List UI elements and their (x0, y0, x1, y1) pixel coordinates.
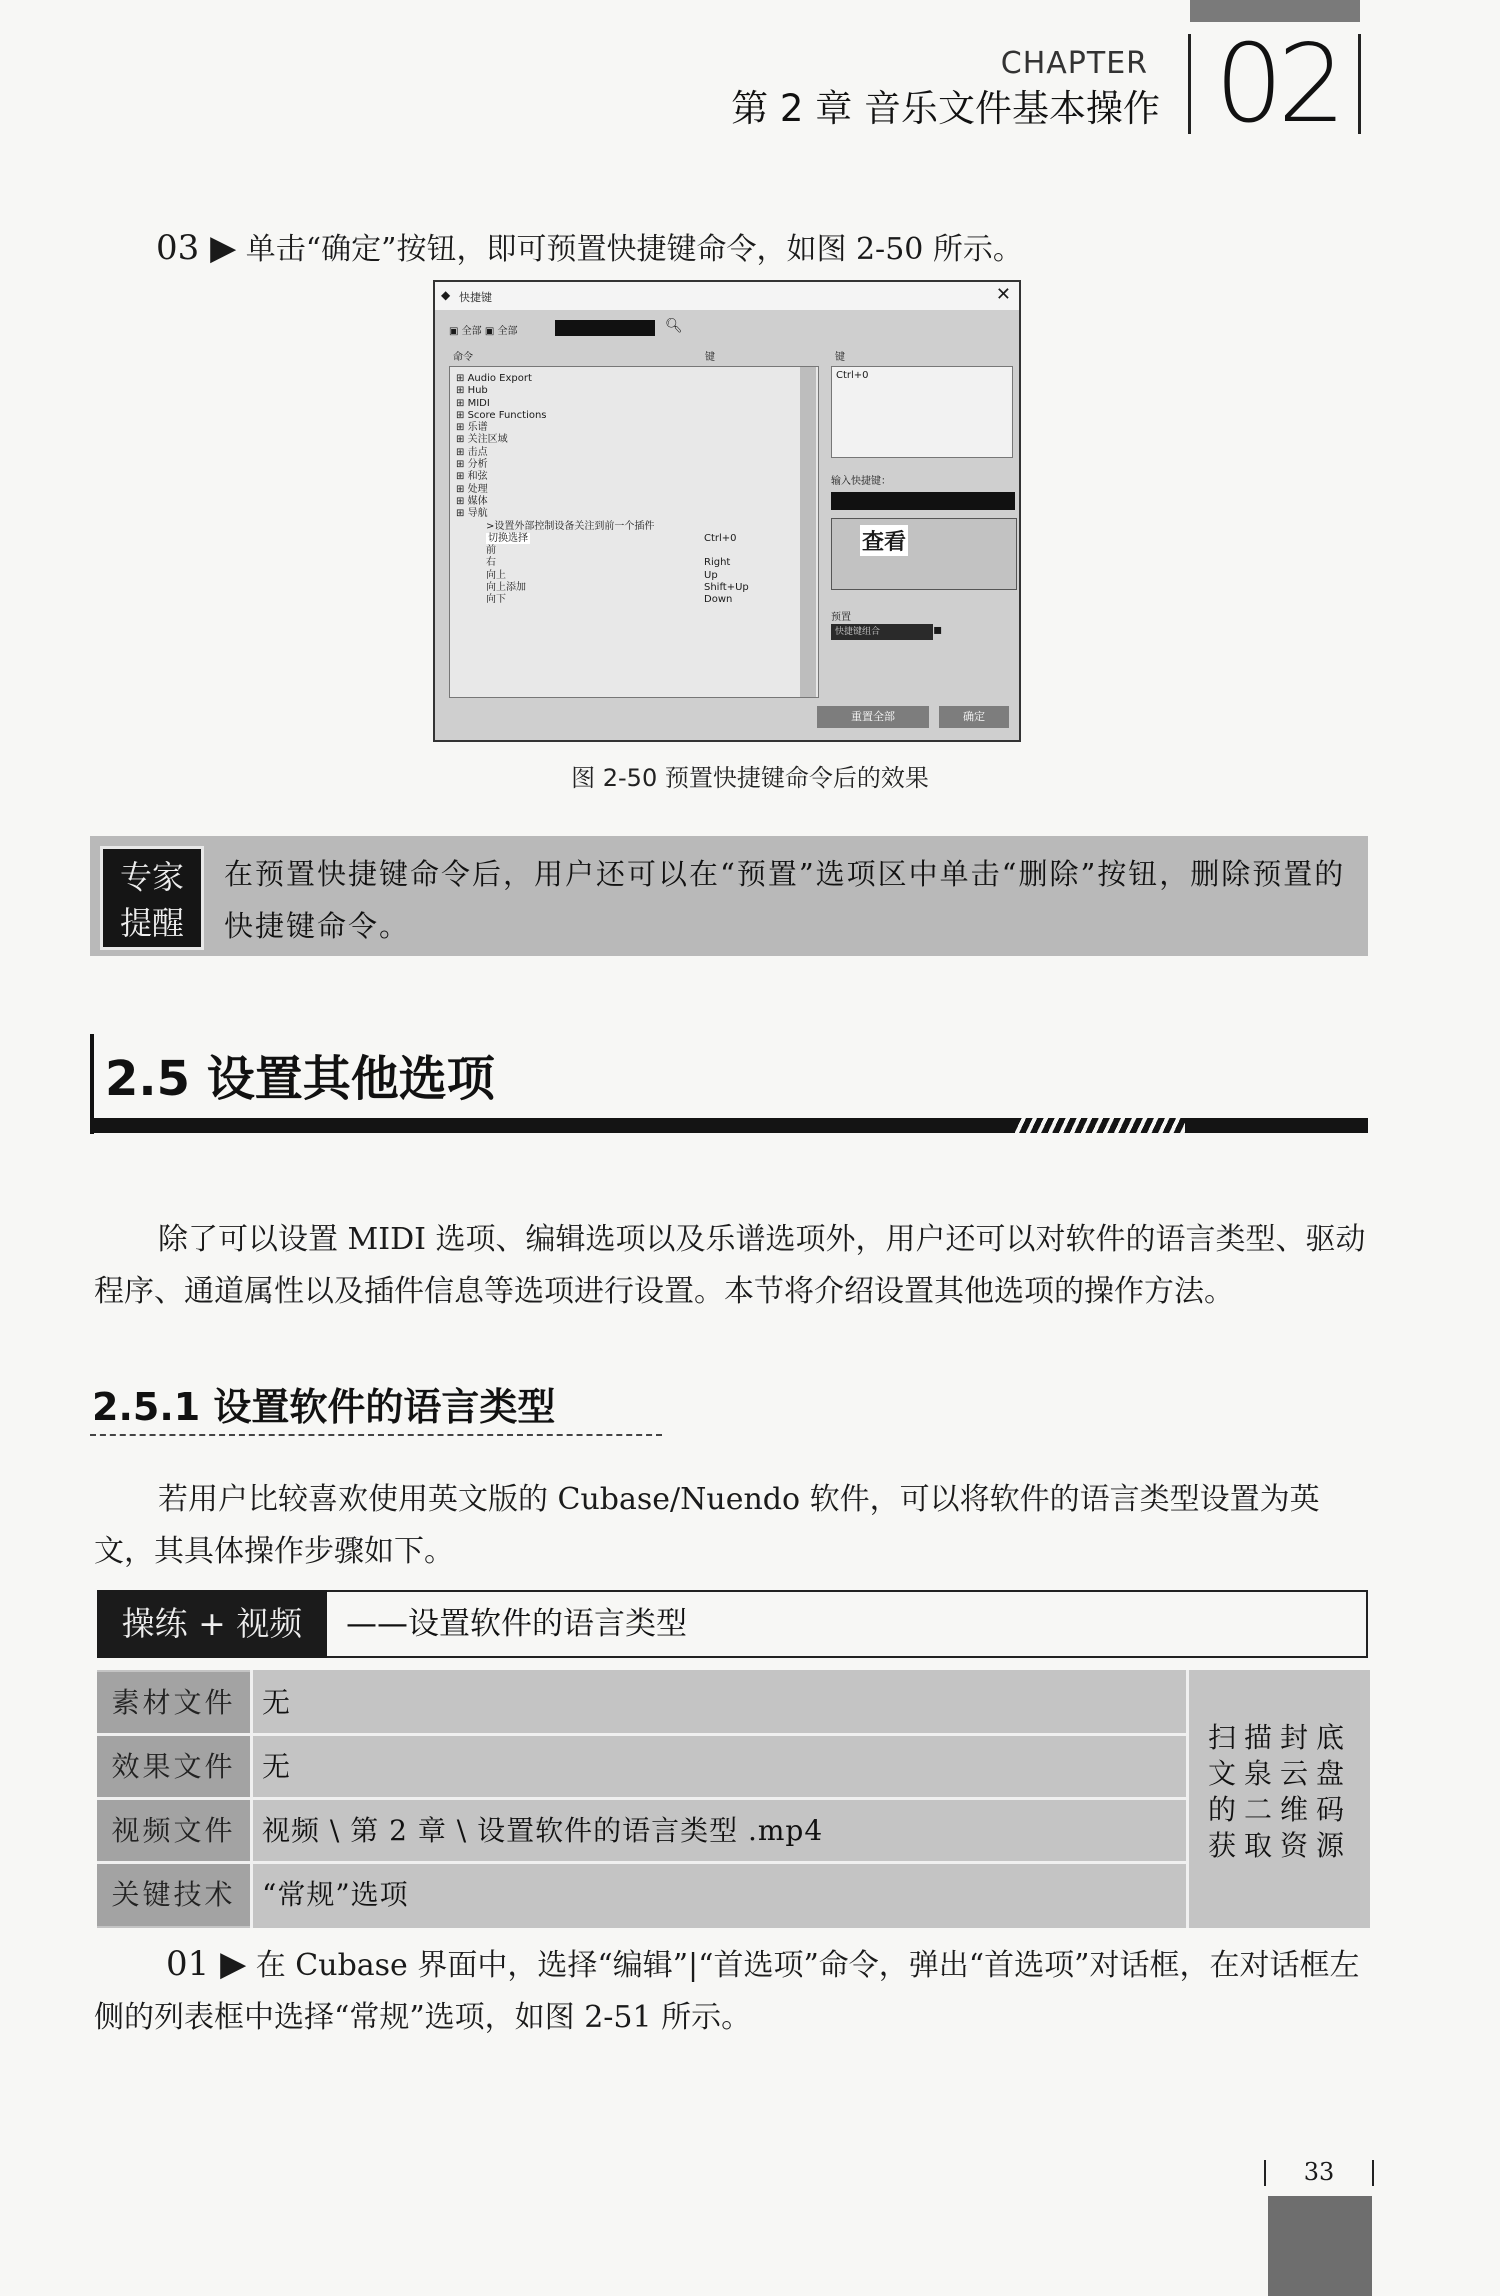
tree-item-label: 右 (486, 557, 496, 569)
table-divider (97, 1861, 1187, 1864)
tree-sub-item[interactable] (456, 521, 654, 533)
key-item (704, 545, 749, 557)
tree-item-label: 前 (486, 545, 496, 557)
table-row-value: 无 (262, 1750, 292, 1783)
tree-sub-item[interactable] (456, 582, 654, 594)
tree-item[interactable] (456, 422, 654, 434)
tree-item[interactable] (456, 459, 654, 471)
col-key: 键 (705, 352, 715, 363)
shortcut-dialog-figure (433, 280, 1021, 742)
key-item: Down (704, 594, 733, 606)
tree-sub-item[interactable] (456, 570, 654, 582)
tree-item[interactable] (456, 508, 654, 520)
key-item: Right (704, 557, 731, 569)
tree-item-label: MIDI (467, 397, 490, 409)
filter-all-label: 全部 (461, 326, 482, 337)
tree-item-label: Score Functions (467, 409, 547, 421)
tree-sub-item[interactable] (456, 545, 654, 557)
section-rule-hatch (1015, 1118, 1185, 1133)
tree-item[interactable] (456, 471, 654, 483)
key-item: Up (704, 569, 718, 581)
expand-icon[interactable]: ⊞ (456, 459, 465, 471)
table-row-key: 素材文件 (97, 1672, 250, 1734)
tip-label-line: 专家 (119, 858, 184, 896)
tree-item[interactable] (456, 373, 654, 385)
key-item: Shift+Up (704, 582, 749, 594)
expand-icon[interactable]: ⊞ (456, 434, 465, 446)
search-icon[interactable]: 🔍︎ (665, 318, 683, 334)
qr-note: 扫描封底文泉云盘的二维码获取资源 (1207, 1721, 1352, 1862)
key-item: Ctrl+0 (704, 532, 737, 544)
tree-item-label: 向上 (486, 569, 506, 581)
tip-label (100, 846, 204, 950)
tree-item-label: 和弦 (467, 471, 488, 483)
chapter-title: 第 2 章 音乐文件基本操作 (731, 87, 1160, 130)
expand-icon[interactable]: ⊞ (456, 409, 465, 421)
table-divider (97, 1733, 1187, 1736)
header-divider (1188, 34, 1191, 134)
tree-item[interactable] (456, 484, 654, 496)
command-tree[interactable] (449, 366, 819, 698)
table-row-key: 视频文件 (97, 1800, 250, 1862)
table-row-value: 无 (262, 1686, 292, 1719)
figure-caption: 图 2-50 预置快捷键命令后的效果 (571, 764, 929, 792)
page-corner-bar (1268, 2196, 1372, 2296)
tree-item[interactable] (456, 447, 654, 459)
tree-item-label: 分析 (467, 459, 488, 471)
chapter-label: CHAPTER (1000, 46, 1148, 81)
table-row-key: 关键技术 (97, 1864, 250, 1926)
col-command: 命令 (453, 352, 473, 363)
search-input[interactable] (555, 320, 655, 336)
tip-label-line: 提醒 (119, 904, 184, 942)
practice-title: ——设置软件的语言类型 (346, 1606, 687, 1642)
expand-icon[interactable]: ⊞ (456, 483, 465, 495)
tree-item[interactable] (456, 496, 654, 508)
table-row-value: 视频 \ 第 2 章 \ 设置软件的语言类型 .mp4 (262, 1814, 824, 1847)
page-number: 33 (1303, 2158, 1335, 2186)
step-text: 单击“确定”按钮，即可预置快捷键命令，如图 2-50 所示。 (245, 232, 1023, 267)
intro-paragraph: 除了可以设置 MIDI 选项、编辑选项以及乐谱选项外，用户还可以对软件的语言类型、驱动程序、通道属性以及插件信息等选项进行设置。本节将介绍设置其他选项的操作方法。 (94, 1222, 1366, 1309)
ok-button[interactable]: 确定 (939, 706, 1009, 728)
tree-item-label: 乐谱 (467, 422, 488, 434)
scrollbar[interactable] (800, 367, 816, 697)
tip-text: 在预置快捷键命令后，用户还可以在“预置”选项区中单击“删除”按钮，删除预置的快捷键命令。 (224, 857, 1346, 943)
tree-item-label: 切换选择 (488, 532, 528, 544)
col-key-right: 键 (835, 352, 845, 363)
expand-icon[interactable]: ⊞ (456, 422, 465, 434)
step-text: 在 Cubase 界面中，选择“编辑”|“首选项”命令，弹出“首选项”对话框，在对话框左侧的列表框中选择“常规”选项，如图 2-51 所示。 (94, 1948, 1360, 2035)
tree-item-label: 处理 (467, 483, 488, 495)
table-divider (97, 1797, 1187, 1800)
section-title: 2.5 设置其他选项 (105, 1051, 495, 1107)
preset-select[interactable]: 快捷键组合 (831, 624, 933, 640)
step-number: 03 ▶ (156, 228, 237, 268)
input-shortcut-label: 输入快捷键： (831, 476, 891, 487)
header-divider (1358, 34, 1361, 134)
dialog-title: 快捷键 (459, 291, 492, 304)
header-top-bar (1190, 0, 1360, 22)
tree-item[interactable] (456, 385, 654, 397)
tree-sub-item[interactable] (456, 557, 654, 569)
subsection-intro: 若用户比较喜欢使用英文版的 Cubase/Nuendo 软件，可以将软件的语言类型设置为英文，其具体操作步骤如下。 (94, 1482, 1320, 1569)
subsection-rule (90, 1434, 662, 1436)
lookup-panel (831, 518, 1017, 590)
checkbox-icon[interactable]: ▣ (484, 326, 495, 337)
tree-item-label: 导航 (467, 508, 488, 520)
expand-icon[interactable]: ⊞ (456, 385, 465, 397)
expand-icon[interactable]: ⊞ (456, 397, 465, 409)
tree-item-label: 向上添加 (486, 582, 526, 594)
app-logo-icon: ◆ (441, 288, 451, 302)
expand-icon[interactable]: ⊞ (456, 373, 465, 384)
shortcut-input[interactable] (831, 492, 1015, 510)
tree-item-label: 击点 (467, 446, 488, 458)
save-icon[interactable]: ▪ (933, 622, 943, 638)
tree-item[interactable] (456, 410, 654, 422)
preset-label: 预置 (831, 612, 851, 623)
checkbox-icon[interactable]: ▣ (449, 326, 459, 337)
step-01 (94, 1938, 1370, 2044)
table-divider (250, 1670, 253, 1928)
tree-sub-item[interactable] (456, 594, 654, 606)
filter-all-label: 全部 (497, 326, 518, 337)
subsection-title: 2.5.1 设置软件的语言类型 (92, 1385, 556, 1429)
dialog-titlebar (435, 282, 1019, 310)
expand-icon[interactable]: ⊞ (456, 471, 465, 483)
key-value: Ctrl+0 (836, 370, 869, 381)
expand-icon[interactable]: ⊞ (456, 508, 465, 520)
practice-label: 操练 + 视频 (97, 1590, 327, 1658)
step-number: 01 ▶ (166, 1944, 247, 1984)
lookup-label: 查看 (860, 525, 908, 556)
tree-item[interactable] (456, 434, 654, 446)
tree-sub-item[interactable] (456, 533, 654, 545)
tree-item-label: 关注区域 (467, 434, 508, 446)
chapter-number: 02 (1214, 22, 1341, 147)
filter-row (449, 322, 517, 337)
tree-item-label: Hub (467, 385, 488, 397)
tree-item-label: 向下 (486, 594, 506, 606)
key-list-right (831, 366, 1013, 458)
tree-item-label: >设置外部控制设备关注到前一个插件 (486, 520, 655, 532)
close-icon[interactable]: ✕ (995, 284, 1011, 305)
table-divider (1186, 1670, 1189, 1928)
step-03 (156, 222, 1376, 276)
table-row-key: 效果文件 (97, 1736, 250, 1798)
table-row-value: “常规”选项 (262, 1878, 409, 1911)
page-number-divider (1372, 2160, 1374, 2186)
expand-icon[interactable]: ⊞ (456, 495, 465, 507)
tree-item-label: 媒体 (467, 495, 488, 507)
reset-all-button[interactable]: 重置全部 (817, 706, 929, 728)
expand-icon[interactable]: ⊞ (456, 446, 465, 458)
tree-item-label: Audio Export (467, 373, 532, 384)
tree-item[interactable] (456, 398, 654, 410)
